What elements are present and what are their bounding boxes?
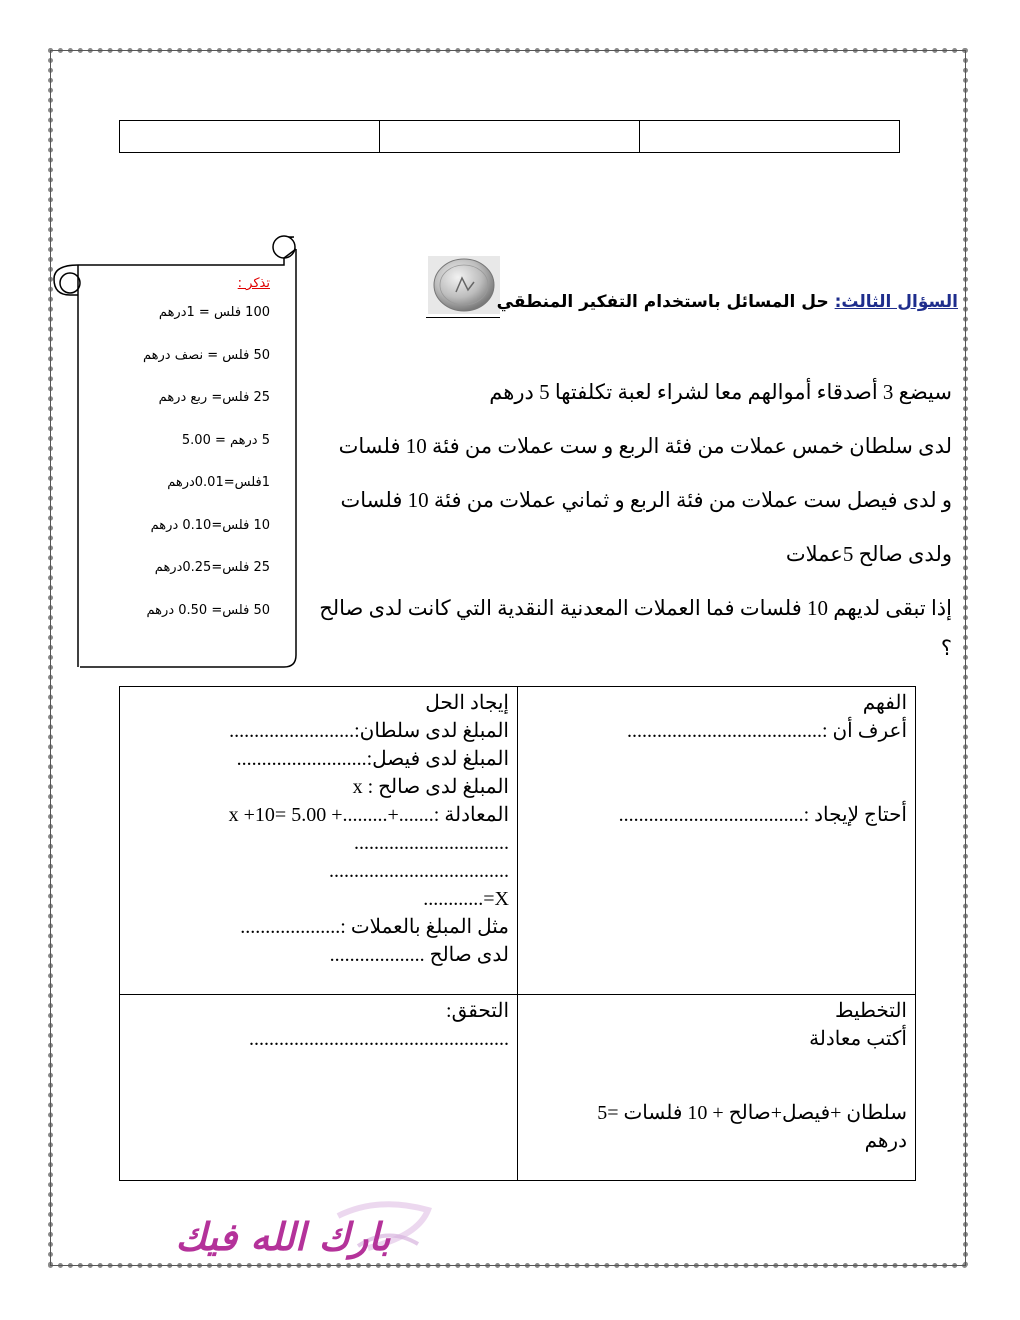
- blessing-calligraphy: [118, 1196, 444, 1266]
- reminder-item: 25 فلس=0.25درهم: [154, 560, 270, 575]
- header-cell: [380, 121, 640, 153]
- solve-line[interactable]: المبلغ لدى فيصل:..........................: [236, 748, 509, 770]
- question-title: حل المسائل باستخدام التفكير المنطقي: [496, 292, 835, 312]
- solution-table: [119, 686, 916, 1181]
- problem-line: سيضع 3 أصدقاء أموالهم معا لشراء لعبة تكلفتها 5 درهم: [489, 380, 952, 404]
- reminder-item: 5 درهم = 5.00: [181, 432, 270, 448]
- solve-title: إيجاد الحل: [425, 692, 509, 714]
- solve-line[interactable]: المبلغ لدى سلطان:.........................: [229, 720, 509, 742]
- header-cell: [120, 121, 380, 153]
- plan-title: التخطيط: [834, 1000, 907, 1022]
- solve-cell: [120, 687, 518, 995]
- verify-cell: [120, 995, 518, 1181]
- question-label: السؤال الثالث:: [834, 292, 958, 312]
- coin-icon: [428, 256, 500, 314]
- verify-line[interactable]: ....................................................: [249, 1028, 509, 1050]
- equation-line[interactable]: المعادلة :.......+.........+ x +10= 5.00: [228, 804, 509, 826]
- blessing-text: بارك الله فيك: [175, 1215, 391, 1259]
- problem-line: و لدى فيصل ست عملات من فئة الربع و ثماني عملات من فئة 10 فلسات: [340, 488, 952, 512]
- reminder-title: تذكر :: [237, 276, 270, 291]
- need-line[interactable]: أحتاج لإيجاد :.....................................: [618, 804, 907, 826]
- solve-line[interactable]: مثل المبلغ بالعملات :....................: [240, 916, 509, 938]
- header-table: [119, 120, 900, 153]
- reminder-item: 50 فلس= 0.50 درهم: [146, 602, 270, 618]
- reminder-box: [60, 276, 270, 643]
- reminder-item: 25 فلس= ربع درهم: [158, 390, 270, 405]
- plan-unit: درهم: [864, 1130, 907, 1152]
- question-heading: [497, 292, 958, 312]
- understand-cell: [518, 687, 916, 995]
- solve-line[interactable]: لدى صالح ...................: [329, 944, 509, 966]
- header-cell: [640, 121, 900, 153]
- problem-text: [312, 372, 952, 660]
- reminder-item: 50 فلس = نصف درهم: [143, 347, 270, 363]
- solve-line: المبلغ لدى صالح : x: [352, 776, 509, 798]
- solve-line[interactable]: X=............: [423, 888, 509, 910]
- reminder-item: 1فلس=0.01درهم: [167, 475, 270, 490]
- problem-line: إذا تبقى لديهم 10 فلسات فما العملات المعدنية النقدية التي كانت لدى صالح ؟: [319, 596, 952, 660]
- reminder-item: 10 فلس=0.10 درهم: [150, 517, 270, 533]
- know-line[interactable]: أعرف أن :.......................................: [626, 720, 907, 742]
- verify-title: التحقق:: [446, 1000, 509, 1022]
- plan-equation: سلطان +فيصل+صالح + 10 فلسات =5: [597, 1102, 907, 1124]
- reminder-item: 100 فلس = 1درهم: [158, 305, 270, 320]
- heading-underline: [426, 317, 500, 318]
- plan-cell: [518, 995, 916, 1181]
- plan-write: أكتب معادلة: [809, 1028, 907, 1050]
- understand-title: الفهم: [862, 692, 907, 714]
- solve-line[interactable]: ....................................: [329, 860, 509, 882]
- solve-line[interactable]: ...............................: [354, 832, 509, 854]
- problem-line: لدى سلطان خمس عملات من فئة الربع و ست عملات من فئة 10 فلسات: [338, 434, 952, 458]
- problem-line: ولدى صالح 5عملات: [785, 542, 952, 566]
